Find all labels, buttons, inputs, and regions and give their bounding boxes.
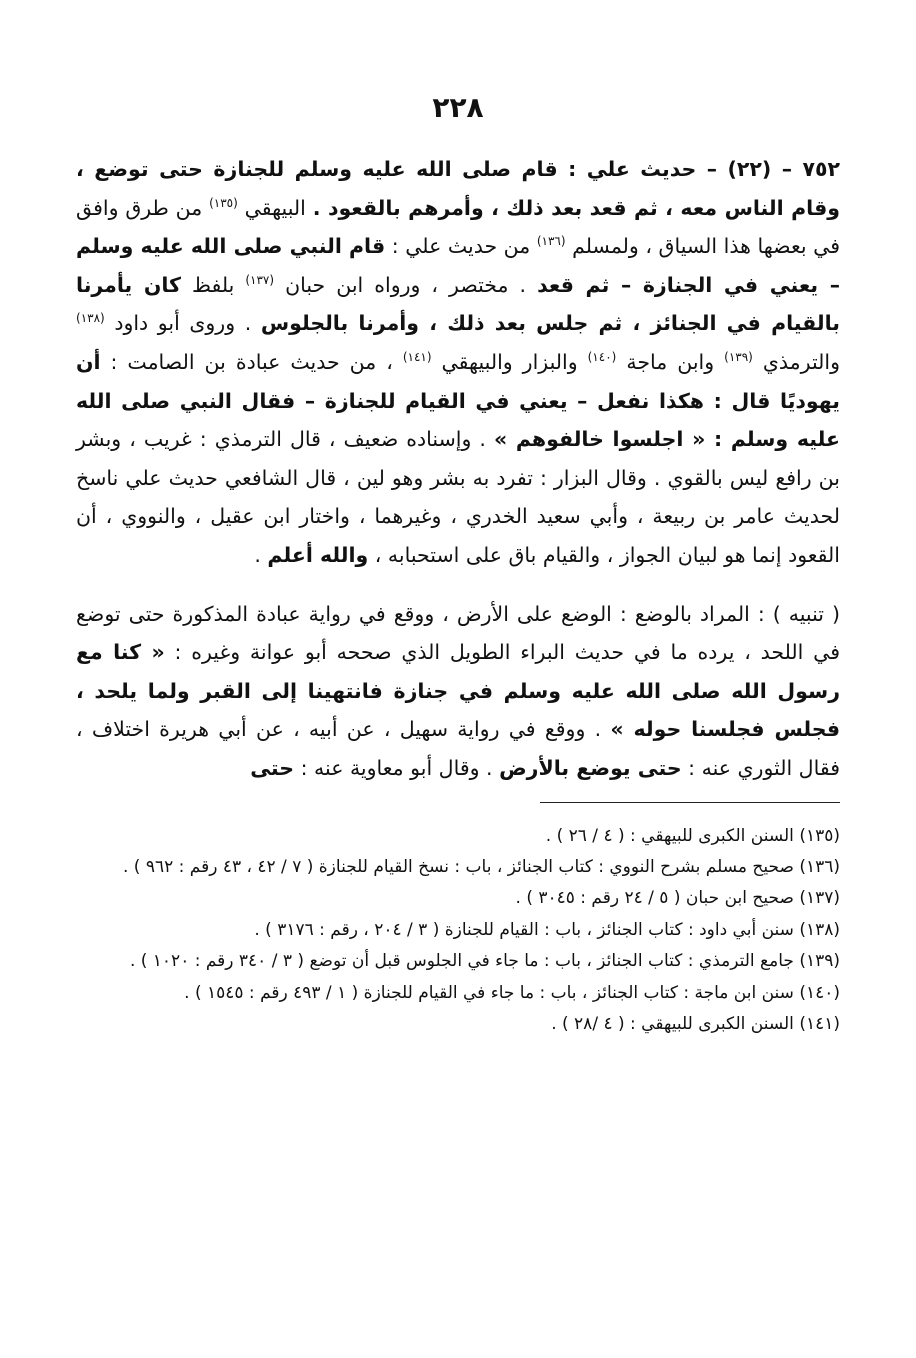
segment: ٧٥٢ – (٢٢) – حديث علي : قام صلى الله عليه وسلم للجنازة حتى توضع ، وقام الناس معه ، ثم قعد بعد ذلك ، وأمرهم بالقعود . <box>76 157 840 220</box>
footnote-number: (١٣٨) <box>799 919 840 940</box>
footnote <box>76 946 840 977</box>
segment: « كنا مع رسول الله صلى الله عليه وسلم في جنازة فانتهينا إلى القبر ولما يلحد ، فجلس فجلسنا حوله » <box>76 640 840 742</box>
footnote-text: السنن الكبرى للبيهقي : ( ٤ /٢٨ ) . <box>551 1013 794 1034</box>
segment: . <box>254 542 268 567</box>
segment: قام النبي صلى الله عليه وسلم – يعني في الجنازة – ثم قعد <box>76 234 840 297</box>
segment: والبزار والبيهقي <box>431 349 588 374</box>
footnote-ref: (١٣٨) <box>76 311 105 326</box>
segment: . مختصر ، ورواه ابن حبان <box>274 272 538 297</box>
footnote <box>76 978 840 1009</box>
segment: من حديث علي : <box>385 234 537 259</box>
footnote-ref: (١٤٠) <box>587 350 617 365</box>
footnote-text: جامع الترمذي : كتاب الجنائز ، باب : ما جاء في الجلوس قبل أن توضع ( ٣ / ٣٤٠ رقم : ١٠٢٠ ) . <box>129 951 794 972</box>
segment: حتى يوضع بالأرض <box>499 755 682 780</box>
footnote-text: السنن الكبرى للبيهقي : ( ٤ / ٢٦ ) . <box>545 825 794 846</box>
footnotes <box>76 821 840 1041</box>
footnote <box>76 915 840 946</box>
footnote-ref: (١٣٦) <box>536 234 566 249</box>
footnote-number: (١٣٩) <box>799 951 840 972</box>
hadith-paragraph <box>76 150 840 575</box>
segment: ( تنبيه ) : المراد بالوضع : الوضع على الأرض ، ووقع في رواية عبادة المذكورة حتى توضع في اللحد ، يرده ما في حديث البراء الطويل الذي صححه أبو عوانة وغيره : <box>76 601 841 665</box>
footnote-ref: (١٣٥) <box>209 195 238 210</box>
segment: . وقال أبو معاوية عنه : <box>294 755 500 780</box>
segment: . ووقع في رواية سهيل ، عن أبيه ، عن أبي هريرة اختلاف ، فقال الثوري عنه : <box>76 717 840 780</box>
segment: . وإسناده ضعيف ، قال الترمذي : غريب ، وبشر بن رافع ليس بالقوي . وقال البزار : تفرد به بشر وهو لين ، قال الشافعي حديث علي ناسخ لحديث عامر بن ربيعة ، وأبي سعيد الخدري ، وغيرهما ، واختار ابن عقيل ، والنووي ، أن القعود إنما هو لبيان الجواز ، والقيام باق على استحبابه ، <box>76 427 840 567</box>
note-paragraph <box>76 595 840 788</box>
segment: من طرق وافق في بعضها هذا السياق ، ولمسلم <box>76 195 840 259</box>
footnote-text: سنن ابن ماجة : كتاب الجنائز ، باب : ما جاء في القيام للجنازة ( ١ / ٤٩٣ رقم : ١٥٤٥ ) . <box>184 982 794 1003</box>
footnote-separator <box>540 802 840 803</box>
book-page <box>76 88 840 1040</box>
segment: ، من حديث عبادة بن الصامت : <box>100 349 403 374</box>
page-number: ٢٢٨ <box>432 91 484 124</box>
footnote-ref: (١٣٩) <box>724 350 753 365</box>
paragraph-gap <box>76 575 840 595</box>
segment: كان يأمرنا بالقيام في الجنائز ، ثم جلس بعد ذلك ، وأمرنا بالجلوس <box>76 272 841 336</box>
footnote-number: (١٤٠) <box>799 982 840 1003</box>
footnote <box>76 821 840 852</box>
segment: والترمذي <box>752 349 840 374</box>
footnote-number: (١٣٦) <box>799 856 840 877</box>
segment: بلفظ <box>180 272 246 297</box>
footnote-text: صحيح ابن حبان ( ٥ / ٢٤ رقم : ٣٠٤٥ ) . <box>515 888 794 909</box>
segment: والله أعلم <box>267 542 369 567</box>
footnote-number: (١٣٧) <box>799 888 840 909</box>
segment: . وروى أبو داود <box>104 311 261 336</box>
segment: أن يهوديًا قال : هكذا نفعل – يعني في القيام للجنازة – فقال النبي صلى الله عليه وسلم : « اجلسوا خالفوهم » <box>76 349 840 452</box>
footnote-number: (١٤١) <box>799 1013 840 1034</box>
footnote-ref: (١٤١) <box>402 350 432 365</box>
footnote-text: سنن أبي داود : كتاب الجنائز ، باب : القيام للجنازة ( ٣ / ٢٠٤ ، رقم : ٣١٧٦ ) . <box>254 919 794 940</box>
footnote-ref: (١٣٧) <box>245 272 275 287</box>
footnote <box>76 852 840 883</box>
segment: البيهقي <box>237 195 313 220</box>
footnote-number: (١٣٥) <box>799 825 840 846</box>
segment: حتى <box>250 755 295 780</box>
segment: وابن ماجة <box>616 349 725 374</box>
footnote <box>76 883 840 914</box>
footnote-text: صحيح مسلم بشرح النووي : كتاب الجنائز ، باب : نسخ القيام للجنازة ( ٧ / ٤٢ ، ٤٣ رقم : ٩٦٢ ) . <box>122 856 794 877</box>
footnote <box>76 1009 840 1040</box>
